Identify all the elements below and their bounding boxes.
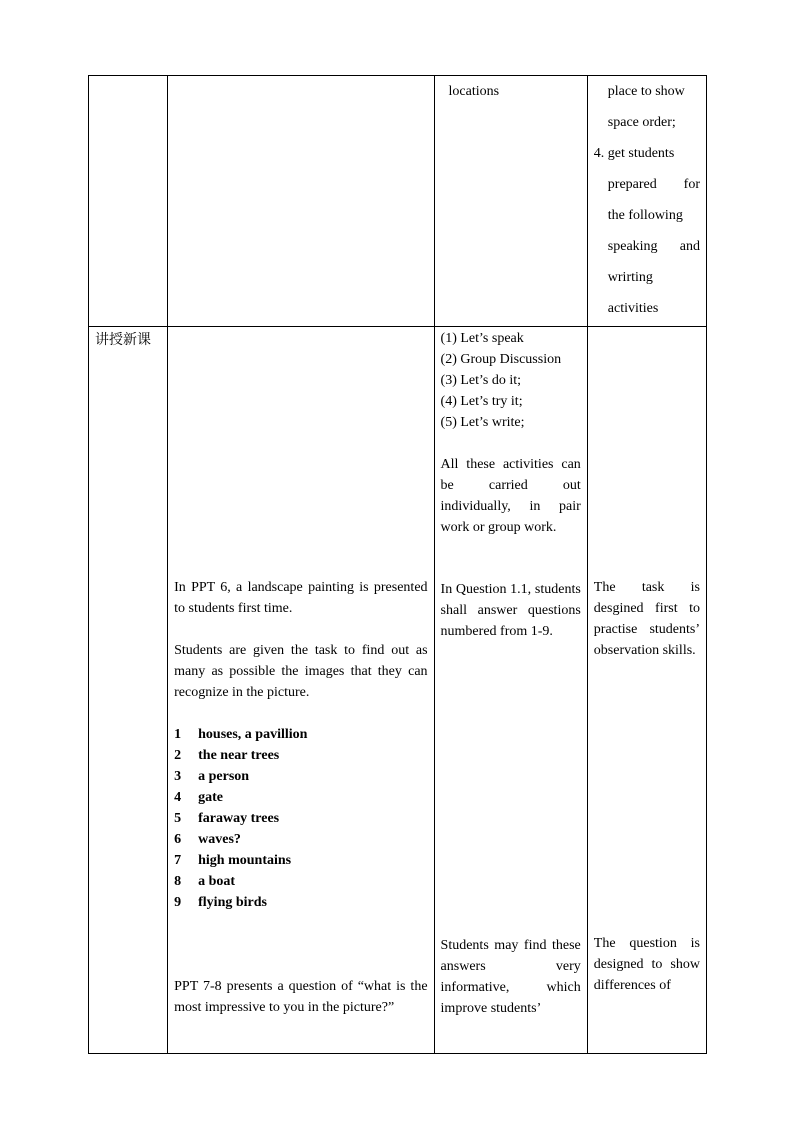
cell-section-label [89,327,168,1054]
activity-item: (1) Let’s speak [440,331,524,346]
cell-activity [434,76,587,327]
purpose-line: speaking and [607,239,700,254]
activity-text: locations [448,84,500,99]
list-item: 1 houses, a pavillion [174,727,308,742]
table-row [89,327,707,1054]
purpose-line: prepared for [607,177,700,192]
table-row [89,76,707,327]
ppt78-answer-text: Students may find these answers very informative, which improve students’ [440,938,581,1016]
cell-purpose [587,327,706,1054]
images-list [174,724,427,913]
activity-item: (2) Group Discussion [440,352,562,367]
activity-item: (3) Let’s do it; [440,373,522,388]
list-item: 2 the near trees [174,748,280,763]
activity-note: All these activities can be carried out individually, in pair work or group work. [440,457,581,535]
purpose-line: 4. get students [593,146,675,161]
list-item: 8 a boat [174,874,236,889]
purpose-line: place to show [607,84,685,99]
task-text: Students are given the task to find out as many as possible the images that they can recognize in the picture. [174,643,428,700]
list-item: 5 faraway trees [174,811,280,826]
cell-content-empty [168,76,434,327]
list-item: 3 a person [174,769,250,784]
purpose-lines [588,76,706,324]
purpose-ppt78-text: The question is designed to show differences of [593,936,700,993]
cell-purpose [587,76,706,327]
purpose-line: the following [607,208,683,223]
section-label: 讲授新课 [95,332,151,348]
purpose-line: space order; [607,115,676,130]
cell-content [168,327,434,1054]
activity-item: (5) Let’s write; [440,415,525,430]
lesson-plan-table [88,75,707,1054]
list-item: 4 gate [174,790,224,805]
question-text: In Question 1.1, students shall answer questions numbered from 1-9. [440,582,581,639]
activity-item: (4) Let’s try it; [440,394,523,409]
ppt6-text: In PPT 6, a landscape painting is presented to students first time. [174,580,428,616]
list-item: 6 waves? [174,832,241,847]
cell-activity [434,327,587,1054]
ppt78-text: PPT 7-8 presents a question of “what is the most impressive to you in the picture?” [174,979,428,1015]
list-item: 9 flying birds [174,895,267,910]
purpose-text: The task is desgined first to practise students’ observation skills. [593,580,700,658]
purpose-line: activities [607,301,659,316]
list-item: 7 high mountains [174,853,292,868]
purpose-line: wrirting [607,270,653,285]
cell-label-empty [89,76,168,327]
